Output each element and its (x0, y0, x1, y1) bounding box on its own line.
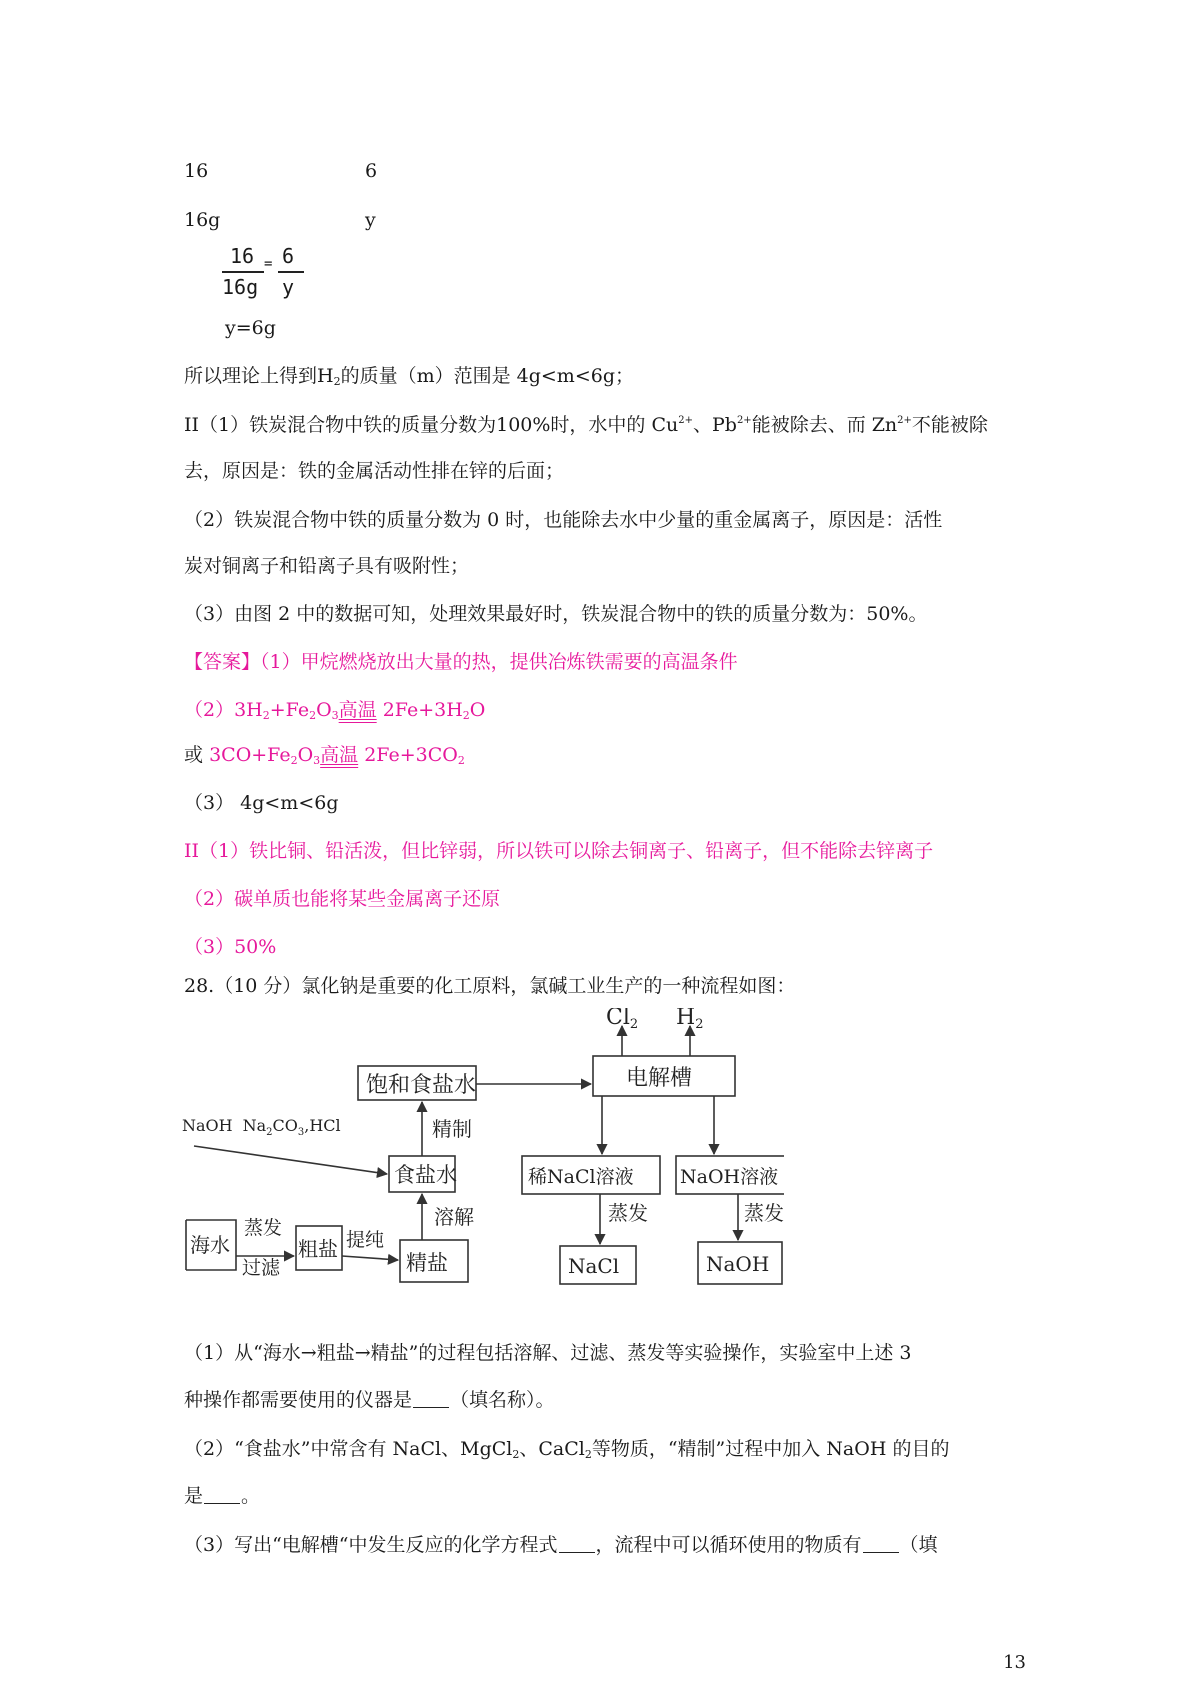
answer-1: 【答案】（1）甲烷燃烧放出大量的热，提供冶炼铁需要的高温条件 (184, 651, 738, 673)
calc-r2-right: y (365, 209, 376, 231)
label-cl2: Cl2 (606, 1008, 639, 1032)
answer-b1: II（1）铁比铜、铅活泼，但比锌弱，所以铁可以除去铜离子、铅离子，但不能除去锌离子 (184, 840, 934, 862)
frac-eq: = (264, 256, 273, 272)
label-dilute-nacl: 稀NaCl溶液 (528, 1166, 634, 1188)
answer-blank-1[interactable] (413, 1389, 449, 1408)
label-crude-salt: 粗盐 (298, 1237, 338, 1261)
label-evaporate-top: 蒸发 (244, 1217, 283, 1239)
calc-r1-left: 16 (184, 160, 209, 182)
label-seawater: 海水 (190, 1233, 230, 1257)
calc-row-1-right (365, 158, 377, 184)
answer-b2: （2）碳单质也能将某些金属离子还原 (184, 888, 501, 910)
answer-2-eq2: 或 $3CO+Fe_2O_3$高温 $2Fe+3CO_2$ (184, 744, 465, 767)
frac-c: 16g (222, 275, 259, 299)
ii3-line: （3）由图 2 中的数据可知，处理效果最好时，铁炭混合物中的铁的质量分数为：50%。 (184, 603, 928, 625)
ii2-line-1: （2）铁炭混合物中铁的质量分数为 0 时，也能除去水中少量的重金属离子，原因是：活性 (184, 509, 943, 531)
label-refine: 精制 (432, 1117, 472, 1141)
frac-bar-left (222, 271, 264, 273)
reaction-condition-2: 高温 (320, 744, 359, 766)
range-line: 所以理论上得到$H_2$的质量（m）范围是 4g<m<6g； (184, 365, 634, 388)
frac-d: y (282, 275, 295, 299)
label-dissolve: 溶解 (434, 1205, 474, 1229)
label-fine-salt: 精盐 (406, 1251, 448, 1275)
label-naoh-solution: NaOH溶液 (680, 1166, 779, 1188)
q28-p1-line-1: （1）从“海水→粗盐→精盐”的过程包括溶解、过滤、蒸发等实验操作，实验室中上述 3 (184, 1342, 912, 1364)
ii1-line-2: 去，原因是：铁的金属活动性排在锌的后面； (184, 460, 565, 482)
label-saturated-brine: 饱和食盐水 (366, 1073, 477, 1098)
q28-p2-line-2: 是 。 (184, 1485, 261, 1507)
calc-r2-left: 16g (184, 209, 221, 231)
ii1-line-1: II（1）铁炭混合物中铁的质量分数为100%时，水中的 $Cu^{2+}$、$Pb^{2+}$能被除去、而 $Zn^{2+}$不能被除 (184, 414, 988, 436)
answer-b3: （3）50% (184, 936, 277, 958)
calc-row-2-right (365, 207, 376, 233)
label-evaporate-2: 蒸发 (744, 1201, 784, 1225)
answer-2-eq1: $(2)3H_2+Fe_2O_3$高温 $2Fe+3H_2O$ (184, 699, 486, 722)
ii2-line-2: 炭对铜离子和铅离子具有吸附性； (184, 555, 470, 577)
q28-heading: 28.（10 分）氯化钠是重要的化工原料，氯碱工业生产的一种流程如图： (184, 975, 796, 997)
q28-p3-line: （3）写出“电解槽“中发生反应的化学方程式 ，流程中可以循环使用的物质有 （填 (184, 1534, 938, 1556)
label-h2: H2 (676, 1008, 704, 1032)
answer-blank-2[interactable] (204, 1485, 240, 1504)
label-electrolyzer: 电解槽 (626, 1066, 693, 1091)
calc-result: y=6g (225, 317, 276, 339)
label-nacl: NaCl (568, 1254, 620, 1278)
calc-r1-right: 6 (365, 160, 378, 182)
calc-row-2 (184, 207, 220, 233)
q28-p1-line-2: 种操作都需要使用的仪器是 （填名称）。 (184, 1389, 555, 1411)
answer-blank-4[interactable] (863, 1534, 899, 1553)
label-purify: 提纯 (346, 1229, 385, 1251)
label-brine: 食盐水 (394, 1163, 457, 1187)
page-number: 13 (1003, 1652, 1026, 1673)
label-evaporate-1: 蒸发 (608, 1201, 648, 1225)
answer-blank-3[interactable] (559, 1534, 595, 1553)
frac-bar-right (278, 271, 304, 273)
label-filter: 过滤 (242, 1257, 281, 1279)
chlor-alkali-flow-diagram (182, 1008, 784, 1310)
label-reagents: NaOH $Na_2CO_3,HCl$ (182, 1116, 341, 1138)
calc-row-1 (184, 158, 208, 184)
q28-p2-line-1: （2）“食盐水”中常含有 NaCl、MgCl$_2$、CaCl$_2$等物质，“精制”过程中加入 NaOH 的目的 (184, 1438, 950, 1461)
label-naoh: NaOH (706, 1252, 770, 1276)
frac-b: 6 (282, 244, 295, 268)
frac-a: 16 (230, 244, 255, 268)
answer-3: （3） 4g<m<6g (184, 792, 339, 814)
proportion-fraction (222, 244, 302, 304)
reaction-condition: 高温 (338, 699, 377, 721)
